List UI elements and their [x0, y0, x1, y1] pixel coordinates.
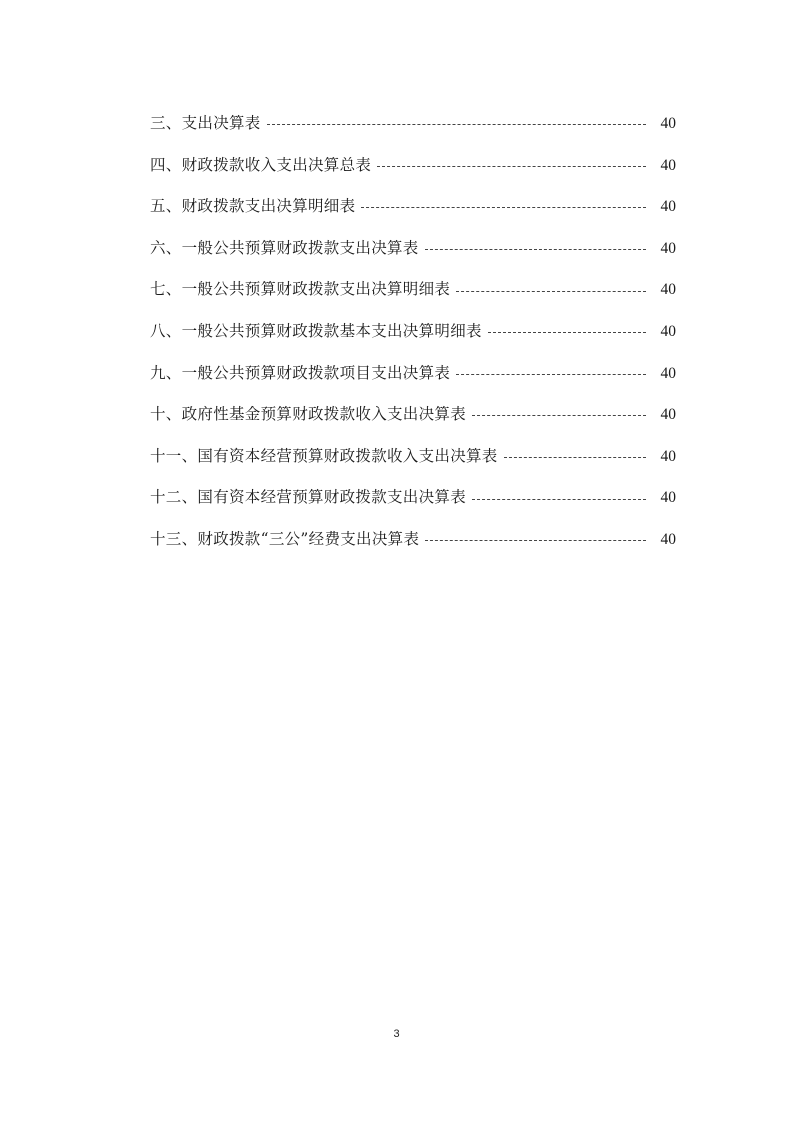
- toc-entry-page: 40: [660, 198, 676, 216]
- toc-entry-title: 十二、国有资本经营预算财政拨款支出决算表: [150, 488, 467, 507]
- toc-entry-page: 40: [660, 364, 676, 382]
- toc-entry-title: 七、一般公共预算财政拨款支出决算明细表: [150, 280, 451, 299]
- toc-entry[interactable]: [150, 436, 676, 478]
- toc-entry-title: 三、支出决算表: [150, 114, 261, 133]
- toc-entry-title: 八、一般公共预算财政拨款基本支出决算明细表: [150, 322, 482, 341]
- toc-entry[interactable]: [150, 186, 676, 228]
- toc-entry[interactable]: [150, 353, 676, 395]
- toc-leader-dots: [472, 415, 646, 416]
- toc-entry-title: 九、一般公共预算财政拨款项目支出决算表: [150, 363, 451, 382]
- toc-entry-title: 十三、财政拨款“三公”经费支出决算表: [150, 529, 420, 548]
- toc-entry-page: 40: [660, 489, 676, 507]
- toc-leader-dots: [377, 166, 646, 167]
- toc-entry-page: 40: [660, 239, 676, 257]
- toc-entry-page: 40: [660, 156, 676, 174]
- toc-entry-page: 40: [660, 447, 676, 465]
- toc-entry[interactable]: [150, 394, 676, 436]
- toc-entry[interactable]: [150, 477, 676, 519]
- toc-entry[interactable]: [150, 228, 676, 270]
- toc-entry-title: 五、财政拨款支出决算明细表: [150, 197, 356, 216]
- toc-leader-dots: [361, 207, 646, 208]
- toc-entry-page: 40: [660, 323, 676, 341]
- toc-leader-dots: [504, 457, 646, 458]
- toc-entry-title: 十一、国有资本经营预算财政拨款收入支出决算表: [150, 446, 498, 465]
- toc-leader-dots: [456, 291, 646, 292]
- toc-leader-dots: [425, 540, 646, 541]
- toc-leader-dots: [425, 249, 646, 250]
- toc-entry[interactable]: [150, 145, 676, 187]
- toc-entry[interactable]: [150, 103, 676, 145]
- toc-entry[interactable]: [150, 311, 676, 353]
- toc-leader-dots: [267, 124, 646, 125]
- toc-entry[interactable]: [150, 519, 676, 561]
- toc-entry-title: 六、一般公共预算财政拨款支出决算表: [150, 238, 419, 257]
- toc-entry-page: 40: [660, 115, 676, 133]
- toc-leader-dots: [472, 499, 646, 500]
- toc-entry[interactable]: [150, 269, 676, 311]
- table-of-contents: [150, 103, 676, 561]
- toc-entry-page: 40: [660, 281, 676, 299]
- toc-entry-page: 40: [660, 406, 676, 424]
- toc-entry-title: 四、财政拨款收入支出决算总表: [150, 155, 372, 174]
- toc-entry-page: 40: [660, 530, 676, 548]
- page-number: 3: [393, 1028, 400, 1040]
- toc-leader-dots: [456, 374, 646, 375]
- toc-entry-title: 十、政府性基金预算财政拨款收入支出决算表: [150, 405, 467, 424]
- toc-leader-dots: [488, 332, 646, 333]
